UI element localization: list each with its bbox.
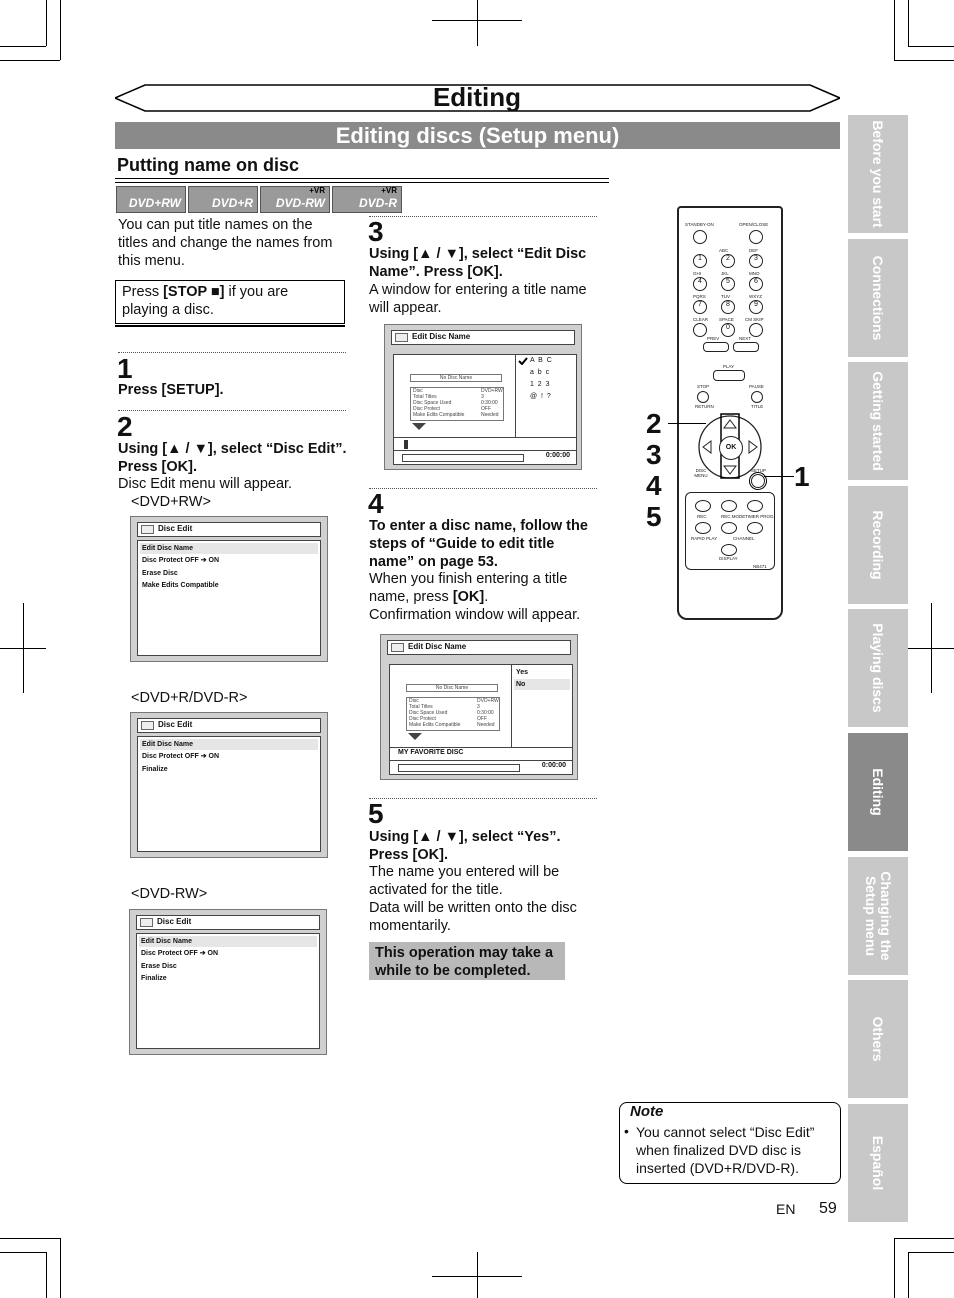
caption-dvd-r: <DVD+R/DVD-R> <box>131 690 248 706</box>
screen-title: Disc Edit <box>158 524 193 533</box>
num-4-button[interactable]: 4 <box>693 277 707 291</box>
stop-suffix: if you are playing a disc. <box>122 284 289 318</box>
badge-label: DVD-R <box>359 196 397 210</box>
menu-item-disc-protect[interactable]: Disc Protect OFF ➔ ON <box>141 950 219 957</box>
badge-dvd-minus-r <box>332 186 402 213</box>
down-arrow-icon <box>412 423 426 431</box>
standby-button[interactable] <box>693 230 707 244</box>
stop-instruction-box <box>115 280 345 324</box>
intro-text: You can put title names on the titles and change the names from this menu. <box>118 217 333 269</box>
step-4-desc-part1: When you finish entering a title name, press <box>369 571 568 605</box>
progress-bar <box>398 764 520 772</box>
crop-mark <box>60 1238 61 1298</box>
menu-item-erase-disc[interactable]: Erase Disc <box>141 963 177 970</box>
menu-pane <box>137 540 321 656</box>
crop-mark <box>894 60 954 61</box>
info-label: Make Edits Compatible <box>409 722 461 728</box>
menu-item-finalize[interactable]: Finalize <box>141 975 167 982</box>
step-5-title: Using [▲ / ▼], select “Yes”. Press [OK]. <box>369 829 561 863</box>
info-value: DVD+RW <box>481 388 503 394</box>
crop-mark <box>46 0 47 46</box>
elapsed-time: 0:00:00 <box>541 762 566 769</box>
stop-key: [STOP ■] <box>163 284 225 300</box>
checkmark-icon <box>518 357 528 365</box>
tab-label: Changing the Setup menu <box>863 871 894 961</box>
disc-edit-screen-dvd-plus-rw <box>130 516 328 662</box>
info-label: Disc Space Used <box>413 400 452 406</box>
screen-title-bar <box>137 522 321 537</box>
no-disc-name-label: No Disc Name <box>410 374 502 382</box>
disc-info-pane <box>393 354 517 439</box>
disc-edit-icon <box>391 643 404 652</box>
info-label: Disc Protect <box>413 406 440 412</box>
disc-edit-icon <box>395 333 408 342</box>
page-number: 59 <box>819 1200 837 1217</box>
badge-label: DVD-RW <box>275 196 325 210</box>
step-divider <box>118 410 346 411</box>
info-value: 3 <box>477 704 480 710</box>
tab-others[interactable] <box>848 980 908 1098</box>
remote-label: WXYZ <box>749 294 762 299</box>
remote-label: TITLE <box>751 404 764 409</box>
tab-connections[interactable] <box>848 239 908 357</box>
tab-label: Connections <box>870 255 886 341</box>
remote-label: DISC MENU <box>694 468 708 478</box>
tab-label: Playing discs <box>870 623 886 713</box>
step-4-title: To enter a disc name, follow the steps of “Guide to edit title name” on page 53. <box>369 518 588 570</box>
open-close-button[interactable] <box>749 230 763 244</box>
screen-title-bar <box>136 915 320 930</box>
step-5-desc: The name you entered will be activated for the title. <box>369 864 560 898</box>
entered-name: MY FAVORITE DISC <box>398 749 464 756</box>
info-value: 3 <box>481 394 484 400</box>
cm-skip-button[interactable] <box>749 323 763 337</box>
info-label: Total Titles <box>413 394 437 400</box>
remote-label: SPACE <box>719 317 734 322</box>
info-label: Total Titles <box>409 704 433 710</box>
caption-dvd-minus-rw: <DVD-RW> <box>131 886 208 902</box>
remote-label: STANDBY-ON <box>685 222 714 227</box>
step-4-desc <box>369 570 597 624</box>
num-5-button[interactable]: 5 <box>721 277 735 291</box>
crop-mark <box>0 46 46 47</box>
remote-label: REC MODE <box>721 514 746 519</box>
crop-mark <box>908 1252 909 1298</box>
step-divider <box>369 798 597 799</box>
screen-title: Edit Disc Name <box>408 642 467 651</box>
tab-espanol[interactable] <box>848 1104 908 1222</box>
progress-area <box>389 760 573 775</box>
key-row[interactable]: 1 2 3 <box>530 381 550 388</box>
step-4-desc-part3: Confirmation window will appear. <box>369 607 581 623</box>
step-5-number: 5 <box>368 798 384 829</box>
info-label: Disc <box>413 388 423 394</box>
remote-label: JKL <box>721 271 729 276</box>
info-value: OFF <box>481 406 491 412</box>
operation-callout: This operation may take a while to be completed. <box>369 942 565 980</box>
step-divider <box>118 352 346 353</box>
menu-item-edit-disc-name[interactable]: Edit Disc Name <box>140 739 318 750</box>
remote-label: STOP <box>697 384 710 389</box>
remote-label: CHANNEL <box>733 536 755 541</box>
timer-prog-button[interactable] <box>747 500 763 512</box>
menu-pane <box>136 933 320 1049</box>
remote-model: NB471 <box>753 564 767 569</box>
callout-number: 1 <box>794 461 810 492</box>
remote-label: REC <box>697 514 707 519</box>
tab-label: Before you start <box>870 120 886 228</box>
remote-label: DISPLAY <box>719 556 738 561</box>
info-value: DVD+RW <box>477 698 499 704</box>
num-7-button[interactable]: 7 <box>693 300 707 314</box>
num-2-button[interactable]: 2 <box>721 254 735 268</box>
info-value: 0:30:00 <box>477 710 494 716</box>
remote-label: CLEAR <box>693 317 709 322</box>
remote-control <box>677 206 783 620</box>
step-2-title: Using [▲ / ▼], select “Disc Edit”. Press [OK]. <box>118 441 347 475</box>
chapter-title: Editing <box>432 82 522 112</box>
remote-label: RAPID PLAY <box>691 536 718 541</box>
step-divider <box>369 216 597 217</box>
screen-title-bar <box>391 330 575 345</box>
crop-mark <box>894 1238 895 1298</box>
rec-mode-button[interactable] <box>721 500 737 512</box>
step-4-desc-part2: . <box>484 589 489 605</box>
remote-label: OPEN/CLOSE <box>739 222 769 227</box>
setup-button[interactable] <box>751 474 765 488</box>
clear-button[interactable] <box>693 323 707 337</box>
tab-recording[interactable] <box>848 486 908 604</box>
num-8-button[interactable]: 8 <box>721 300 735 314</box>
remote-label: RETURN <box>695 404 714 409</box>
info-label: Disc Protect <box>409 716 436 722</box>
next-button[interactable] <box>733 342 759 352</box>
rapid-play-button[interactable] <box>695 522 711 534</box>
step-3-number: 3 <box>368 216 384 247</box>
key-row[interactable]: @ ! ? <box>530 393 551 400</box>
step-divider <box>369 488 597 489</box>
remote-label: TIMER PROG. <box>745 514 775 519</box>
menu-item-disc-protect[interactable]: Disc Protect OFF ➔ ON <box>142 557 220 564</box>
option-yes[interactable]: Yes <box>516 669 529 676</box>
text-cursor <box>404 440 408 449</box>
info-value: 0:30:00 <box>481 400 498 406</box>
crop-mark <box>908 46 954 47</box>
prev-button[interactable] <box>703 342 729 352</box>
caption-dvd-plus-rw: <DVD+RW> <box>131 494 211 510</box>
character-keypad-pane <box>515 354 577 439</box>
menu-item-erase-disc[interactable]: Erase Disc <box>142 570 178 577</box>
callout-number: 4 <box>646 470 662 501</box>
tab-label: Getting started <box>870 371 886 471</box>
badge-dvd-plus-rw <box>116 186 186 213</box>
crop-mark <box>908 0 909 46</box>
tab-before-you-start[interactable] <box>848 115 908 233</box>
badge-vr: +VR <box>309 186 325 195</box>
channel-up-button[interactable] <box>747 522 763 534</box>
disc-edit-icon <box>140 918 153 927</box>
confirm-disc-name-screen <box>380 634 578 780</box>
remote-label: ABC <box>719 248 729 253</box>
info-label: Disc Space Used <box>409 710 448 716</box>
callout-number: 2 <box>646 408 662 439</box>
option-no[interactable]: No <box>514 679 570 690</box>
menu-item-make-edits-compatible[interactable]: Make Edits Compatible <box>142 582 219 589</box>
stop-button[interactable] <box>697 391 709 403</box>
remote-label: NEXT <box>739 336 752 341</box>
stop-prefix: Press <box>122 284 164 300</box>
badge-vr: +VR <box>381 186 397 195</box>
crop-mark <box>23 603 24 693</box>
remote-label: SETUP <box>751 468 767 473</box>
screen-title-bar <box>387 640 571 655</box>
remote-label: PQRS <box>693 294 706 299</box>
tab-changing-setup-menu[interactable] <box>848 857 908 975</box>
note-heading: Note <box>630 1103 664 1120</box>
section-title: Editing discs (Setup menu) <box>115 122 840 149</box>
info-value: Needed <box>477 722 495 728</box>
crop-mark <box>477 0 478 46</box>
step-2-number: 2 <box>117 411 133 442</box>
menu-item-edit-disc-name[interactable]: Edit Disc Name <box>139 936 317 947</box>
info-value: OFF <box>477 716 487 722</box>
num-3-button[interactable]: 3 <box>749 254 763 268</box>
menu-pane <box>137 736 321 852</box>
info-label: Disc <box>409 698 419 704</box>
callout-number: 5 <box>646 501 662 532</box>
key-row[interactable]: a b c <box>530 369 550 376</box>
ok-button[interactable]: OK <box>719 436 743 460</box>
num-1-button[interactable]: 1 <box>693 254 707 268</box>
note-text: You cannot select “Disc Edit” when finalized DVD disc is inserted (DVD+R/DVD-R). <box>636 1124 815 1176</box>
callout-line <box>764 476 794 477</box>
disc-edit-screen-dvd-r <box>130 712 328 858</box>
disc-info-table <box>410 387 504 421</box>
tab-editing[interactable] <box>848 733 908 851</box>
crop-mark <box>477 1252 478 1298</box>
disc-info-table <box>406 697 500 731</box>
pause-button[interactable] <box>751 391 763 403</box>
remote-label: PAUSE <box>749 384 764 389</box>
info-label: Make Edits Compatible <box>413 412 465 418</box>
remote-label: GHI <box>693 271 702 276</box>
remote-label: PLAY <box>723 364 735 369</box>
disc-info-pane <box>389 664 513 749</box>
disc-edit-icon <box>141 721 154 730</box>
crop-mark <box>46 1252 47 1298</box>
tab-label: Others <box>870 1016 886 1062</box>
step-4-desc-key: [OK] <box>452 589 485 605</box>
badge-dvd-plus-r <box>188 186 258 213</box>
badge-label: DVD+R <box>211 196 253 210</box>
menu-item-finalize[interactable]: Finalize <box>142 766 168 773</box>
remote-label: DEF <box>749 248 758 253</box>
num-0-button[interactable]: 0 <box>721 323 735 337</box>
tab-label: Recording <box>870 510 886 580</box>
note-bullet: • <box>624 1123 629 1139</box>
page-lang: EN <box>776 1201 796 1217</box>
remote-label: MNO <box>749 271 760 276</box>
step-1-title: Press [SETUP]. <box>118 382 224 398</box>
play-button[interactable] <box>713 370 745 381</box>
display-button[interactable] <box>721 544 737 556</box>
num-6-button[interactable]: 6 <box>749 277 763 291</box>
menu-item-disc-protect[interactable]: Disc Protect OFF ➔ ON <box>142 753 220 760</box>
crop-mark <box>908 1252 954 1253</box>
disc-edit-screen-dvd-minus-rw <box>129 909 327 1055</box>
screen-title: Edit Disc Name <box>412 332 471 341</box>
no-disc-name-label: No Disc Name <box>406 684 498 692</box>
disc-edit-icon <box>141 525 154 534</box>
tab-getting-started[interactable] <box>848 362 908 480</box>
crop-mark <box>0 1252 46 1253</box>
elapsed-time: 0:00:00 <box>545 452 570 459</box>
tab-playing-discs[interactable] <box>848 609 908 727</box>
callout-line <box>668 423 706 424</box>
yes-no-pane <box>511 664 573 749</box>
remote-label: TUV <box>721 294 730 299</box>
step-3-title: Using [▲ / ▼], select “Edit Disc Name”. Press [OK]. <box>369 246 587 280</box>
subsection-title: Putting name on disc <box>117 155 300 175</box>
note-box <box>619 1102 841 1184</box>
badge-label: DVD+RW <box>128 196 181 210</box>
rec-button[interactable] <box>695 500 711 512</box>
key-row[interactable]: A B C <box>530 357 552 364</box>
menu-item-edit-disc-name[interactable]: Edit Disc Name <box>140 543 318 554</box>
step-5-desc-2: Data will be written onto the disc momentarily. <box>369 900 577 934</box>
screen-title: Disc Edit <box>157 917 192 926</box>
crop-mark <box>0 1238 60 1239</box>
progress-bar <box>402 454 524 462</box>
step-1-number: 1 <box>117 353 133 384</box>
crop-mark <box>894 0 895 60</box>
info-value: Needed <box>481 412 499 418</box>
subsection-rule <box>115 178 609 183</box>
tab-label: Español <box>870 1135 886 1191</box>
remote-label: CM SKIP <box>745 317 764 322</box>
channel-down-button[interactable] <box>721 522 737 534</box>
step-2-desc: Disc Edit menu will appear. <box>118 476 293 492</box>
num-9-button[interactable]: 9 <box>749 300 763 314</box>
down-arrow-icon <box>408 733 422 741</box>
crop-mark <box>60 0 61 60</box>
callout-number: 3 <box>646 439 662 470</box>
edit-disc-name-screen <box>384 324 582 470</box>
screen-title-bar <box>137 718 321 733</box>
step-3-desc: A window for entering a title name will appear. <box>369 282 587 316</box>
screen-title: Disc Edit <box>158 720 193 729</box>
remote-label: PREV <box>707 336 720 341</box>
crop-mark <box>894 1238 954 1239</box>
progress-area <box>393 450 577 465</box>
crop-mark <box>931 603 932 693</box>
step-4-number: 4 <box>368 488 384 519</box>
tab-label: Editing <box>870 768 886 816</box>
crop-mark <box>0 60 60 61</box>
badge-dvd-minus-rw <box>260 186 330 213</box>
